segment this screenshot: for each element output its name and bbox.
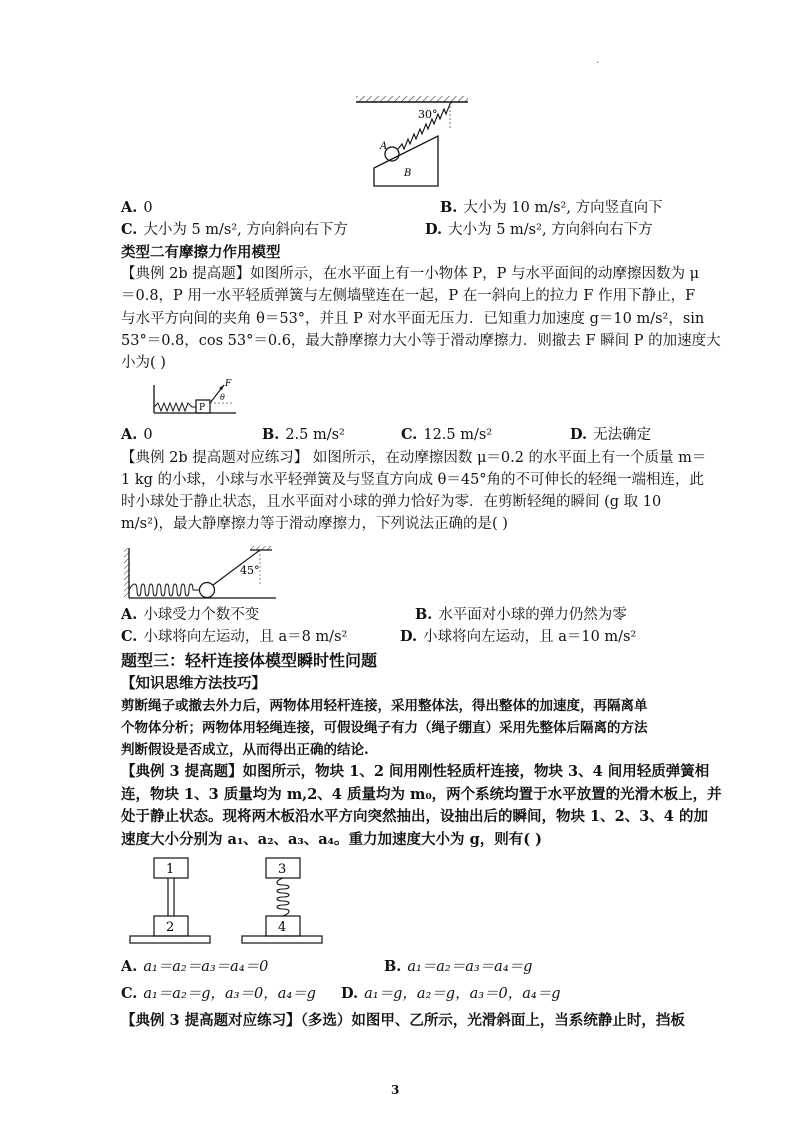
angle-label-30: 30° <box>418 108 438 121</box>
ex3-line: 速度大小分别为 a₁、a₂、a₃、a₄。重力加速度大小为 g，则有( ) <box>121 831 542 848</box>
ex3-option-b[interactable] <box>384 957 532 977</box>
practice-option-c[interactable] <box>121 627 347 647</box>
option-letter: A. <box>121 958 138 975</box>
ex3-option-d[interactable] <box>341 984 561 1004</box>
label-a: A <box>380 141 388 152</box>
page-number: 3 <box>391 1083 400 1097</box>
practice-option-b[interactable] <box>415 605 627 625</box>
ex2b-line: 【典例 2b 提高题】如图所示，在水平面上有一小物体 P，P 与水平面间的动摩擦因数为 μ <box>121 266 699 282</box>
option-text: 0 <box>143 427 153 443</box>
option-letter: D. <box>400 628 418 645</box>
option-letter: C. <box>401 426 418 443</box>
ex2b-line: 与水平方向间的夹角 θ＝53°，并且 P 对水平面无压力．已知重力加速度 g＝10 m/s²，sin <box>121 311 705 327</box>
label-f: F <box>225 379 232 389</box>
practice-option-d[interactable] <box>400 627 636 647</box>
ex2b-line: 小为( ) <box>121 355 166 371</box>
option-letter: B. <box>262 426 280 443</box>
ex2b-practice-line: m/s²)，最大静摩擦力等于滑动摩擦力，下列说法正确的是( ) <box>121 516 508 532</box>
option-letter: A. <box>121 199 138 216</box>
ex2b-practice-line: 时小球处于静止状态，且水平面对小球的弹力恰好为零．在剪断轻绳的瞬间 (g 取 10 <box>121 494 662 510</box>
option-text: 2.5 m/s² <box>285 427 345 443</box>
spring <box>154 403 196 411</box>
option-text: a₁＝a₂＝a₃＝a₄＝0 <box>143 959 269 975</box>
method-line: 剪断绳子或撤去外力后，两物体用轻杆连接，采用整体法，得出整体的加速度，再隔离单 <box>121 698 648 714</box>
q1-option-a[interactable] <box>121 198 153 218</box>
option-text: a₁＝g，a₂＝g，a₃＝0，a₄＝g <box>364 986 561 1002</box>
ex2b-option-d[interactable] <box>570 425 651 445</box>
ex2b-practice-line: 1 kg 的小球，小球与水平轻弹簧及与竖直方向成 θ＝45°角的不可伸长的轻绳一端相连，此 <box>121 472 705 488</box>
option-letter: D. <box>341 985 359 1002</box>
block-4-label: 4 <box>278 920 287 935</box>
spring <box>129 584 200 596</box>
type2-heading: 类型二有摩擦力作用模型 <box>121 244 281 261</box>
ball <box>200 583 215 598</box>
board-left <box>130 936 210 943</box>
option-letter: C. <box>121 221 138 238</box>
ex3-line: 【典例 3 提高题】如图所示，物块 1、2 间用刚性轻质杆连接，物块 3、4 间用轻质弹簧相 <box>121 763 710 780</box>
ceiling <box>356 96 468 102</box>
q1-option-d[interactable] <box>425 220 653 240</box>
option-text: 大小为 5 m/s², 方向斜向右下方 <box>143 222 348 238</box>
ex3-option-a[interactable] <box>121 957 268 977</box>
method-line: 判断假设是否成立，从而得出正确的结论. <box>121 742 369 758</box>
ex3-line: 处于静止状态。现将两木板沿水平方向突然抽出，设抽出后的瞬间，物块 1、2、3、4 的加 <box>121 808 708 825</box>
label-b: B <box>404 168 412 179</box>
ex2b-practice-line: 【典例 2b 提高题对应练习】 如图所示，在动摩擦因数 μ＝0.2 的水平面上有一个质量 m＝ <box>121 450 707 466</box>
ex2b-option-a[interactable] <box>121 425 153 445</box>
method-line: 个物体分析；两物体用轻绳连接，可假设绳子有力（绳子绷直）采用先整体后隔离的方法 <box>121 720 648 736</box>
option-letter: B. <box>440 199 458 216</box>
ex3-practice-text: 【典例 3 提高题对应练习】（多选）如图甲、乙所示，光滑斜面上，当系统静止时，挡板 <box>121 1012 685 1029</box>
option-letter: A. <box>121 426 138 443</box>
type3-heading: 题型三：轻杆连接体模型瞬时性问题 <box>121 651 378 670</box>
option-text: 0 <box>143 200 153 216</box>
option-text: 大小为 10 m/s², 方向竖直向下 <box>463 200 663 216</box>
option-text: 12.5 m/s² <box>423 427 493 443</box>
wall-hatch <box>124 548 129 598</box>
figure-spring-block-force <box>148 375 238 417</box>
option-letter: C. <box>121 985 138 1002</box>
figure-incline-spring <box>352 94 472 194</box>
block-1-label: 1 <box>166 862 175 877</box>
option-text: a₁＝a₂＝g，a₃＝0，a₄＝g <box>143 986 316 1002</box>
ex2b-option-b[interactable] <box>262 425 345 445</box>
ex3-practice-line <box>121 1011 686 1031</box>
ex2b-line: 53°＝0.8，cos 53°＝0.6，最大静摩擦力大小等于滑动摩擦力．则撤去 F 瞬间 P 的加速度大 <box>121 333 721 349</box>
option-letter: D. <box>425 221 443 238</box>
figure-rod-and-spring-blocks <box>124 854 334 946</box>
option-text: a₁＝a₂＝a₃＝a₄＝g <box>407 959 533 975</box>
option-text: 大小为 5 m/s², 方向斜向右下方 <box>448 222 653 238</box>
option-text: 小球受力个数不变 <box>143 607 260 623</box>
arrowhead <box>219 385 224 390</box>
figure-spring-ball-rope <box>120 544 280 604</box>
board-right <box>242 936 322 943</box>
option-letter: D. <box>570 426 588 443</box>
ex3-line: 连，物块 1、3 质量均为 m,2、4 质量均为 m₀，两个系统均置于水平放置的光滑木板上，并 <box>121 786 722 803</box>
block-2-label: 2 <box>166 920 175 935</box>
spring <box>277 878 289 916</box>
q1-option-c[interactable] <box>121 220 348 240</box>
corner-mark: · <box>596 58 600 69</box>
q1-option-b[interactable] <box>440 198 663 218</box>
option-letter: A. <box>121 606 138 623</box>
ex2b-option-c[interactable] <box>401 425 492 445</box>
label-p: P <box>199 403 206 413</box>
ex2b-line: ＝0.8，P 用一水平轻质弹簧与左侧墙壁连在一起，P 在一斜向上的拉力 F 作用下静止，F <box>121 288 696 304</box>
block-3-label: 3 <box>278 862 287 877</box>
practice-option-a[interactable] <box>121 605 259 625</box>
option-letter: B. <box>415 606 433 623</box>
option-text: 小球将向左运动，且 a＝10 m/s² <box>423 629 637 645</box>
angle-label-45: 45° <box>240 564 260 577</box>
label-theta: θ <box>220 393 225 402</box>
method-heading: 【知识思维方法技巧】 <box>121 675 266 692</box>
option-letter: B. <box>384 958 402 975</box>
ex3-option-c[interactable] <box>121 984 316 1004</box>
option-text: 水平面对小球的弹力仍然为零 <box>438 607 627 623</box>
option-letter: C. <box>121 628 138 645</box>
option-text: 无法确定 <box>593 427 652 443</box>
option-text: 小球将向左运动，且 a＝8 m/s² <box>143 629 348 645</box>
